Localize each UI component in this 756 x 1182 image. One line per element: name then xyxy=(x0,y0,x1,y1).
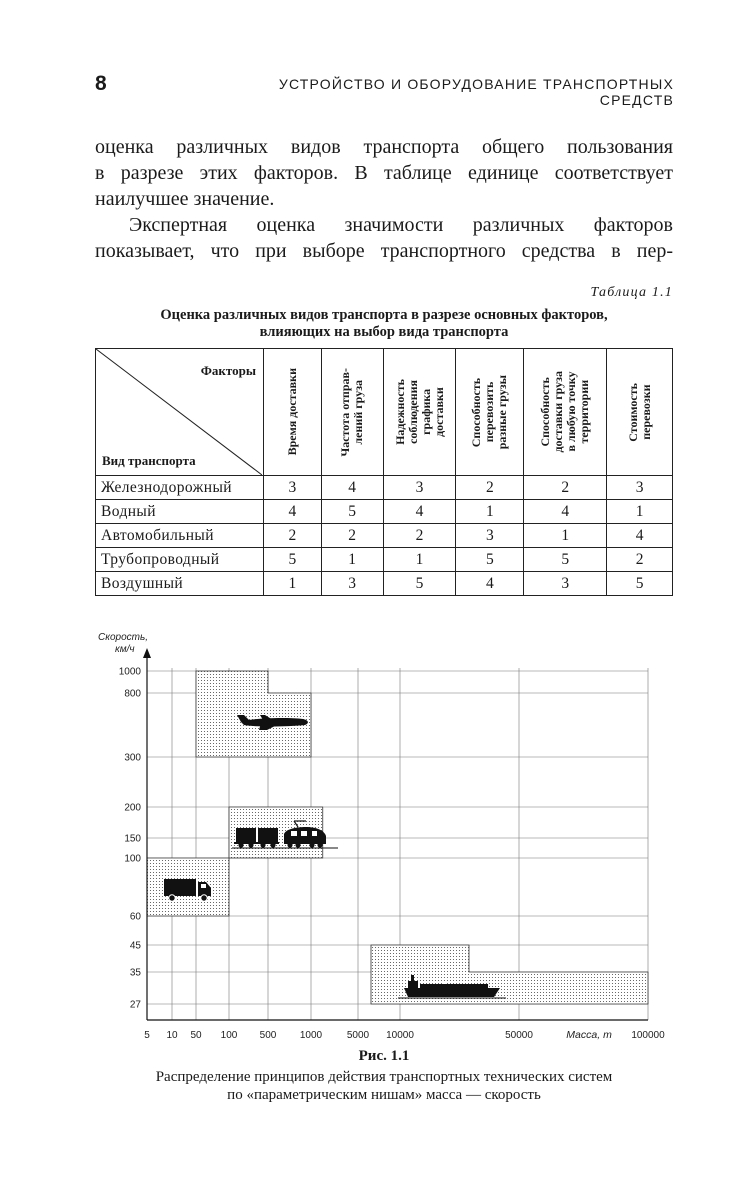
x-tick-label: 500 xyxy=(259,1030,277,1041)
table-row xyxy=(96,572,673,596)
air-niche-region xyxy=(196,671,311,757)
body-text xyxy=(95,134,673,264)
corner-factors-label: Факторы xyxy=(200,363,256,378)
column-header xyxy=(263,349,321,476)
x-tick-label: 5000 xyxy=(346,1030,370,1041)
table-cell: 5 xyxy=(607,572,673,596)
y-tick-label: 150 xyxy=(124,833,141,845)
table-header-row xyxy=(96,349,673,476)
x-tick-label: 10 xyxy=(166,1030,178,1041)
paragraph-line: в разрезе этих факторов. В таблице единице соответствует xyxy=(95,162,673,184)
row-name: Трубопроводный xyxy=(96,548,264,572)
table-cell: 5 xyxy=(263,548,321,572)
table-cell: 2 xyxy=(456,476,524,500)
table-cell: 1 xyxy=(524,524,607,548)
table-cell: 5 xyxy=(383,572,456,596)
paragraph-line: показывает, что при выборе транспортного средства в пер- xyxy=(95,240,673,262)
column-header xyxy=(524,349,607,476)
table-cell: 1 xyxy=(383,548,456,572)
factors-table xyxy=(95,348,673,596)
y-tick-label: 1000 xyxy=(118,666,141,678)
table-cell: 3 xyxy=(263,476,321,500)
column-header xyxy=(321,349,383,476)
table-cell: 1 xyxy=(321,548,383,572)
x-axis-label: Масса, т xyxy=(566,1029,612,1041)
row-name: Железнодорожный xyxy=(96,476,264,500)
y-axis-label: Скорость, xyxy=(98,632,148,643)
y-tick-label: 27 xyxy=(129,999,141,1011)
table-row xyxy=(96,548,673,572)
table-corner-cell xyxy=(96,349,264,476)
table-title-line: Оценка различных видов транспорта в разрезе основных факторов, xyxy=(160,307,608,323)
row-name: Воздушный xyxy=(96,572,264,596)
table-cell: 4 xyxy=(456,572,524,596)
y-axis-arrow xyxy=(143,648,151,658)
page-number: 8 xyxy=(95,72,107,95)
row-name: Автомобильный xyxy=(96,524,264,548)
table-cell: 5 xyxy=(456,548,524,572)
y-tick-label: 300 xyxy=(124,752,141,764)
table-cell: 2 xyxy=(383,524,456,548)
table-row xyxy=(96,476,673,500)
table-cell: 4 xyxy=(263,500,321,524)
figure-caption-line: Распределение принципов действия транспортных технических систем xyxy=(155,1069,613,1085)
paragraph-line: Экспертная оценка значимости различных факторов xyxy=(129,214,673,236)
table-title-line: влияющих на выбор вида транспорта xyxy=(259,324,509,340)
table-cell: 4 xyxy=(524,500,607,524)
figure-title: Рис. 1.1 xyxy=(358,1048,410,1064)
column-header-text: Способность доставки груза в любую точку территории xyxy=(538,371,592,453)
paragraph-line: наилучшее значение. xyxy=(95,188,275,210)
y-tick-label: 800 xyxy=(124,688,141,700)
table-cell: 1 xyxy=(456,500,524,524)
x-tick-label: 100000 xyxy=(631,1030,665,1041)
y-tick-label: 100 xyxy=(124,853,141,865)
column-header xyxy=(456,349,524,476)
x-tick-label: 50000 xyxy=(505,1030,533,1041)
x-tick-label: 10000 xyxy=(386,1030,414,1041)
x-tick-label: 5 xyxy=(144,1030,150,1041)
figure-caption xyxy=(95,1068,673,1104)
y-axis-label: км/ч xyxy=(115,644,135,655)
x-tick-label: 100 xyxy=(220,1030,238,1041)
column-header-text: Время доставки xyxy=(284,368,299,456)
column-header-text: Надежность соблюдения графика доставки xyxy=(392,379,446,445)
x-tick-label: 50 xyxy=(190,1030,202,1041)
table-cell: 3 xyxy=(321,572,383,596)
table-row xyxy=(96,524,673,548)
table-cell: 3 xyxy=(524,572,607,596)
table-cell: 2 xyxy=(607,548,673,572)
table-cell: 3 xyxy=(456,524,524,548)
column-header xyxy=(607,349,673,476)
paragraph-line: оценка различных видов транспорта общего пользования xyxy=(95,136,673,158)
table-cell: 4 xyxy=(607,524,673,548)
niche-chart xyxy=(95,628,675,1048)
running-title: УСТРОЙСТВО И ОБОРУДОВАНИЕ ТРАНСПОРТНЫХ СРЕДСТВ xyxy=(278,76,674,108)
table-cell: 4 xyxy=(383,500,456,524)
table-label: Таблица 1.1 xyxy=(590,285,673,300)
table-cell: 4 xyxy=(321,476,383,500)
table-title xyxy=(95,307,673,341)
y-tick-label: 60 xyxy=(129,911,141,923)
table-cell: 5 xyxy=(524,548,607,572)
figure-caption-line: по «параметрическим нишам» масса — скорость xyxy=(227,1087,541,1103)
corner-type-label: Вид транспорта xyxy=(102,453,196,468)
table-row xyxy=(96,500,673,524)
table-cell: 2 xyxy=(321,524,383,548)
table-cell: 1 xyxy=(263,572,321,596)
column-header-text: Способность перевозить разные грузы xyxy=(469,374,510,450)
x-tick-label: 1000 xyxy=(299,1030,323,1041)
column-header xyxy=(383,349,456,476)
table-cell: 2 xyxy=(524,476,607,500)
table-cell: 1 xyxy=(607,500,673,524)
row-name: Водный xyxy=(96,500,264,524)
column-header-text: Стоимость перевозки xyxy=(625,382,653,442)
table-cell: 2 xyxy=(263,524,321,548)
table-cell: 3 xyxy=(383,476,456,500)
table-cell: 3 xyxy=(607,476,673,500)
table-cell: 5 xyxy=(321,500,383,524)
column-header-text: Частота отправ- лений груза xyxy=(338,367,366,457)
y-tick-label: 35 xyxy=(129,967,141,979)
y-tick-label: 45 xyxy=(129,940,141,952)
y-tick-label: 200 xyxy=(124,802,141,814)
